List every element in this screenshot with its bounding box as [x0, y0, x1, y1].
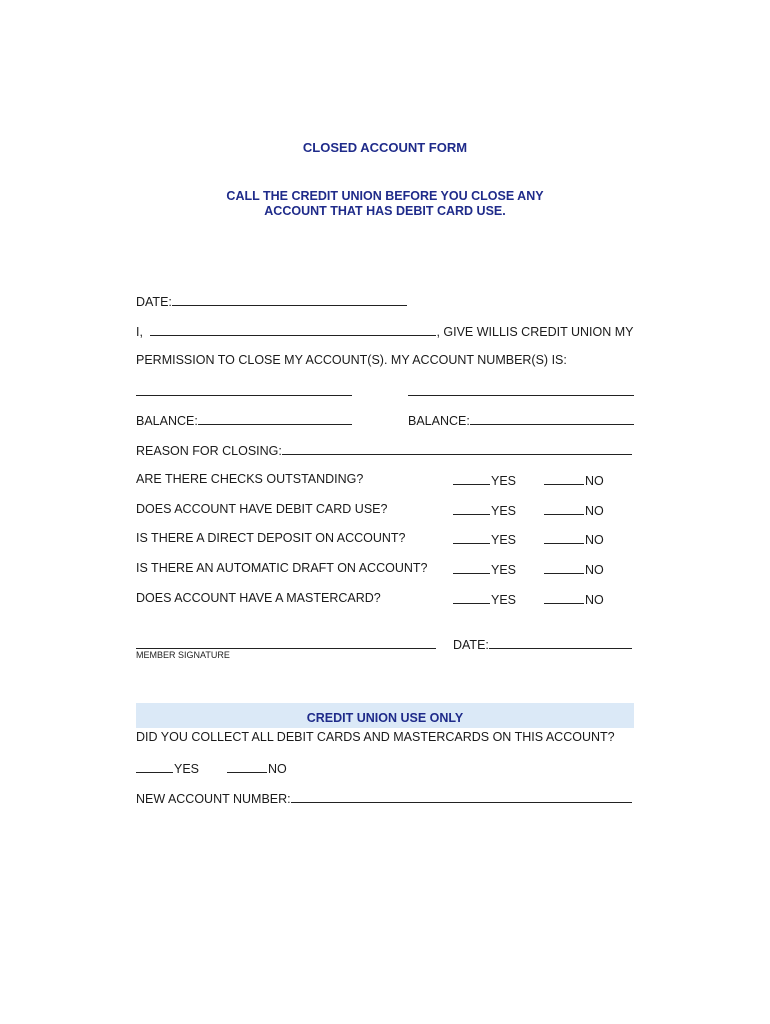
question-row: IS THERE AN AUTOMATIC DRAFT ON ACCOUNT? [136, 561, 428, 575]
yes-option[interactable]: YES [453, 561, 516, 577]
reason-label: REASON FOR CLOSING: [136, 444, 282, 458]
no-option[interactable]: NO [544, 531, 604, 547]
balance-field-1[interactable] [198, 412, 352, 425]
form-title: CLOSED ACCOUNT FORM [302, 140, 468, 155]
cu-no-option[interactable]: NO [227, 760, 287, 776]
give-text: , GIVE WILLIS CREDIT UNION MY [436, 325, 634, 339]
yes-option[interactable]: YES [453, 502, 516, 518]
balance-label-1: BALANCE: [136, 414, 198, 428]
yes-option[interactable]: YES [453, 531, 516, 547]
cu-yes-option[interactable]: YES [136, 760, 199, 776]
yes-option[interactable]: YES [453, 591, 516, 607]
question-row: IS THERE A DIRECT DEPOSIT ON ACCOUNT? [136, 531, 406, 545]
account-number-field-2[interactable] [408, 395, 634, 396]
i-label: I, [136, 325, 143, 339]
balance-label-2: BALANCE: [408, 414, 470, 428]
cu-question: DID YOU COLLECT ALL DEBIT CARDS AND MASTERCARDS ON THIS ACCOUNT? [136, 730, 615, 744]
signature-date-row [453, 636, 632, 652]
credit-union-use-heading: CREDIT UNION USE ONLY [136, 703, 634, 728]
no-option[interactable]: NO [544, 502, 604, 518]
question-row: ARE THERE CHECKS OUTSTANDING? [136, 472, 364, 486]
new-account-row [136, 790, 632, 806]
new-account-label: NEW ACCOUNT NUMBER: [136, 792, 291, 806]
reason-field[interactable] [282, 442, 632, 455]
date-row [136, 293, 407, 309]
signature-date-label: DATE: [453, 638, 489, 652]
name-row [136, 323, 633, 339]
signature-caption: MEMBER SIGNATURE [136, 650, 230, 660]
yes-option[interactable]: YES [453, 472, 516, 488]
member-signature-field[interactable] [136, 648, 436, 649]
question-row: DOES ACCOUNT HAVE A MASTERCARD? [136, 591, 381, 605]
account-number-field-1[interactable] [136, 395, 352, 396]
no-option[interactable]: NO [544, 591, 604, 607]
member-name-field[interactable] [150, 323, 436, 336]
no-option[interactable]: NO [544, 472, 604, 488]
question-row: DOES ACCOUNT HAVE DEBIT CARD USE? [136, 502, 388, 516]
balance-field-2[interactable] [470, 412, 634, 425]
balance-1 [136, 412, 352, 428]
signature-date-field[interactable] [489, 636, 632, 649]
notice-line-2: ACCOUNT THAT HAS DEBIT CARD USE. [264, 204, 506, 218]
notice-line-1: CALL THE CREDIT UNION BEFORE YOU CLOSE ANY [226, 189, 544, 203]
date-label: DATE: [136, 295, 172, 309]
permission-text: PERMISSION TO CLOSE MY ACCOUNT(S). MY ACCOUNT NUMBER(S) IS: [136, 353, 567, 367]
reason-row [136, 442, 632, 458]
new-account-field[interactable] [291, 790, 632, 803]
date-field[interactable] [172, 293, 407, 306]
no-option[interactable]: NO [544, 561, 604, 577]
balance-2 [408, 412, 634, 428]
